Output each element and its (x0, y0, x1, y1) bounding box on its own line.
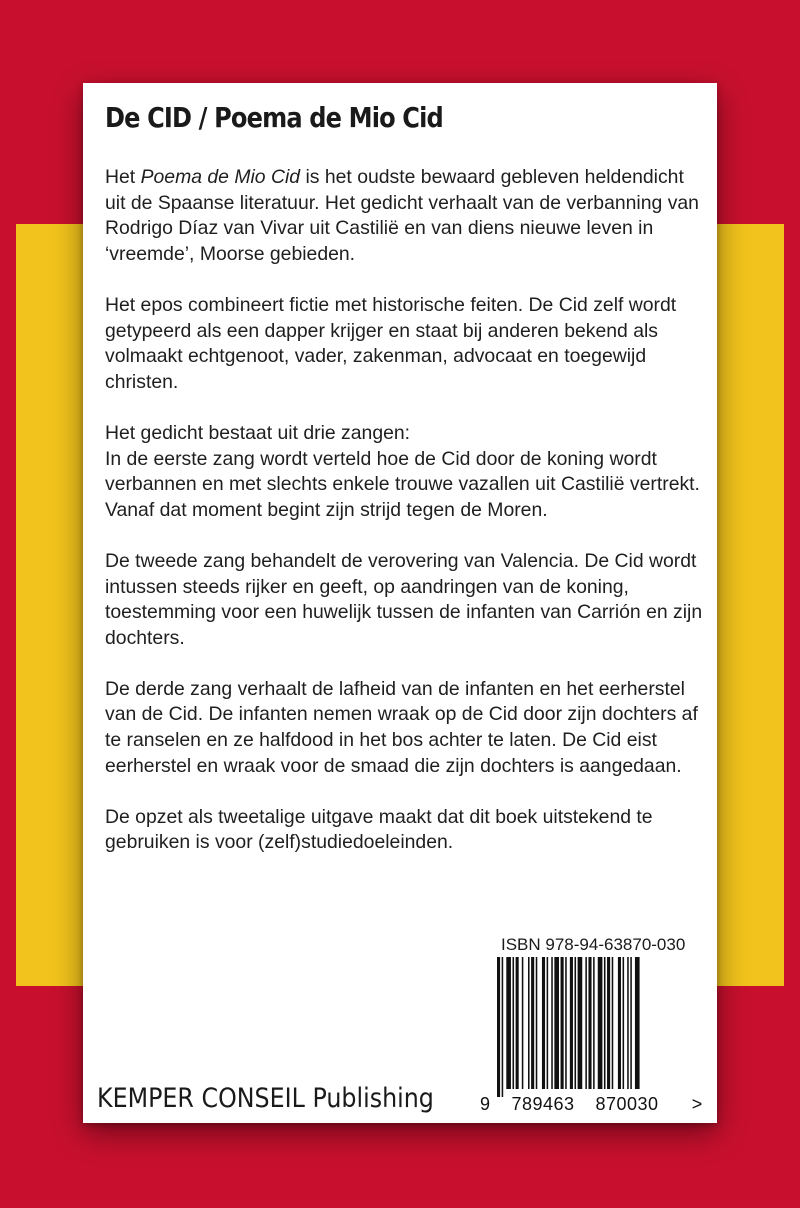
paragraph-intro: Het Poema de Mio Cid is het oudste bewaard gebleven heldendicht uit de Spaanse literatuur. Het gedicht verhaalt van de verbanning van Rodrigo Díaz van Vivar uit Castilië en van diens nieuwe leven in ‘vreemde’, Moorse gebieden. (105, 166, 699, 265)
paragraph-first-zang: In de eerste zang wordt verteld hoe de Cid door de koning wordt verbannen en met slechts enkele trouwe vazallen uit Castilië vertrekt. Vanaf dat moment begint zijn strijd tegen de Moren. (105, 447, 700, 521)
barcode-bar (612, 957, 614, 1089)
paragraph-epos: Het epos combineert fictie met historische feiten. De Cid zelf wordt getypeerd als een dapper krijger en staat bij anderen bekend als volmaakt echtgenoot, vader, zakenman, advocaat en toegewijd christen. (105, 293, 677, 393)
barcode-bar (578, 957, 583, 1089)
barcode-bar (531, 957, 534, 1089)
barcode-bar (554, 957, 559, 1089)
barcode-bar (497, 957, 500, 1097)
barcode-bar (502, 957, 504, 1097)
barcode-bar (522, 957, 524, 1089)
publisher-imprint (97, 1083, 434, 1114)
barcode-bar (604, 957, 606, 1089)
paragraph-second-zang: De tweede zang behandelt de verovering van Valencia. De Cid wordt intussen steeds rijker en geeft, op aandringen van de koning, toestemming voor een huwelijk tussen de infanten van Carrión en zijn dochters. (105, 549, 703, 649)
band-edge-left (0, 224, 16, 986)
barcode-bar (618, 957, 621, 1089)
barcode-bar (593, 957, 595, 1089)
barcode-bar (570, 957, 573, 1089)
barcode-bar (516, 957, 519, 1089)
barcode-bar (635, 957, 640, 1089)
isbn-label: ISBN 978-94-63870-030 (501, 935, 686, 954)
barcode-bar (627, 957, 629, 1089)
publisher-suffix: Publishing (304, 1083, 434, 1114)
barcode-bar (630, 957, 632, 1089)
barcode-arrow: > (691, 1094, 703, 1113)
paragraph-zangen-intro: Het gedicht bestaat uit drie zangen: (105, 421, 411, 444)
isbn-barcode (471, 957, 711, 1113)
barcode-digits-left: 789463 (511, 1094, 575, 1113)
blurb-text (105, 165, 705, 882)
barcode-bar (547, 957, 549, 1089)
barcode-bar (506, 957, 511, 1089)
poem-title-italic: Poema de Mio Cid (140, 166, 301, 188)
barcode-bar (588, 957, 591, 1089)
book-title: De CID / Poema de Mio Cid (105, 101, 443, 134)
paragraph-third-zang: De derde zang verhaalt de lafheid van de infanten en het eerherstel van de Cid. De infanten nemen wraak op de Cid door zijn dochters af te ranselen en ze halfdood in het bos achter te laten. De Cid eist eerherstel en wraak voor de smaad die zijn dochters is aangedaan. (105, 677, 698, 777)
barcode-bar (536, 957, 538, 1089)
barcode-bar (542, 957, 545, 1089)
barcode-digits-right: 870030 (595, 1094, 659, 1113)
barcode-bar (585, 957, 587, 1089)
barcode-bar (551, 957, 553, 1089)
barcode-bars (497, 957, 640, 1097)
paragraph-bilingual: De opzet als tweetalige uitgave maakt dat dit boek uitstekend te gebruiken is voor (zelf)studiedoeleinden. (105, 805, 653, 854)
publisher-name: KEMPER CONSEIL (97, 1083, 305, 1114)
barcode-bar (513, 957, 515, 1089)
back-cover-card (83, 83, 717, 1123)
barcode-digit-first: 9 (479, 1094, 491, 1113)
barcode-bar (561, 957, 564, 1089)
barcode-bar (575, 957, 577, 1089)
barcode-bar (598, 957, 603, 1089)
barcode-bar (607, 957, 610, 1089)
band-edge-right (784, 224, 800, 986)
barcode-bar (528, 957, 530, 1089)
barcode-bar (565, 957, 567, 1089)
barcode-bar (623, 957, 625, 1089)
